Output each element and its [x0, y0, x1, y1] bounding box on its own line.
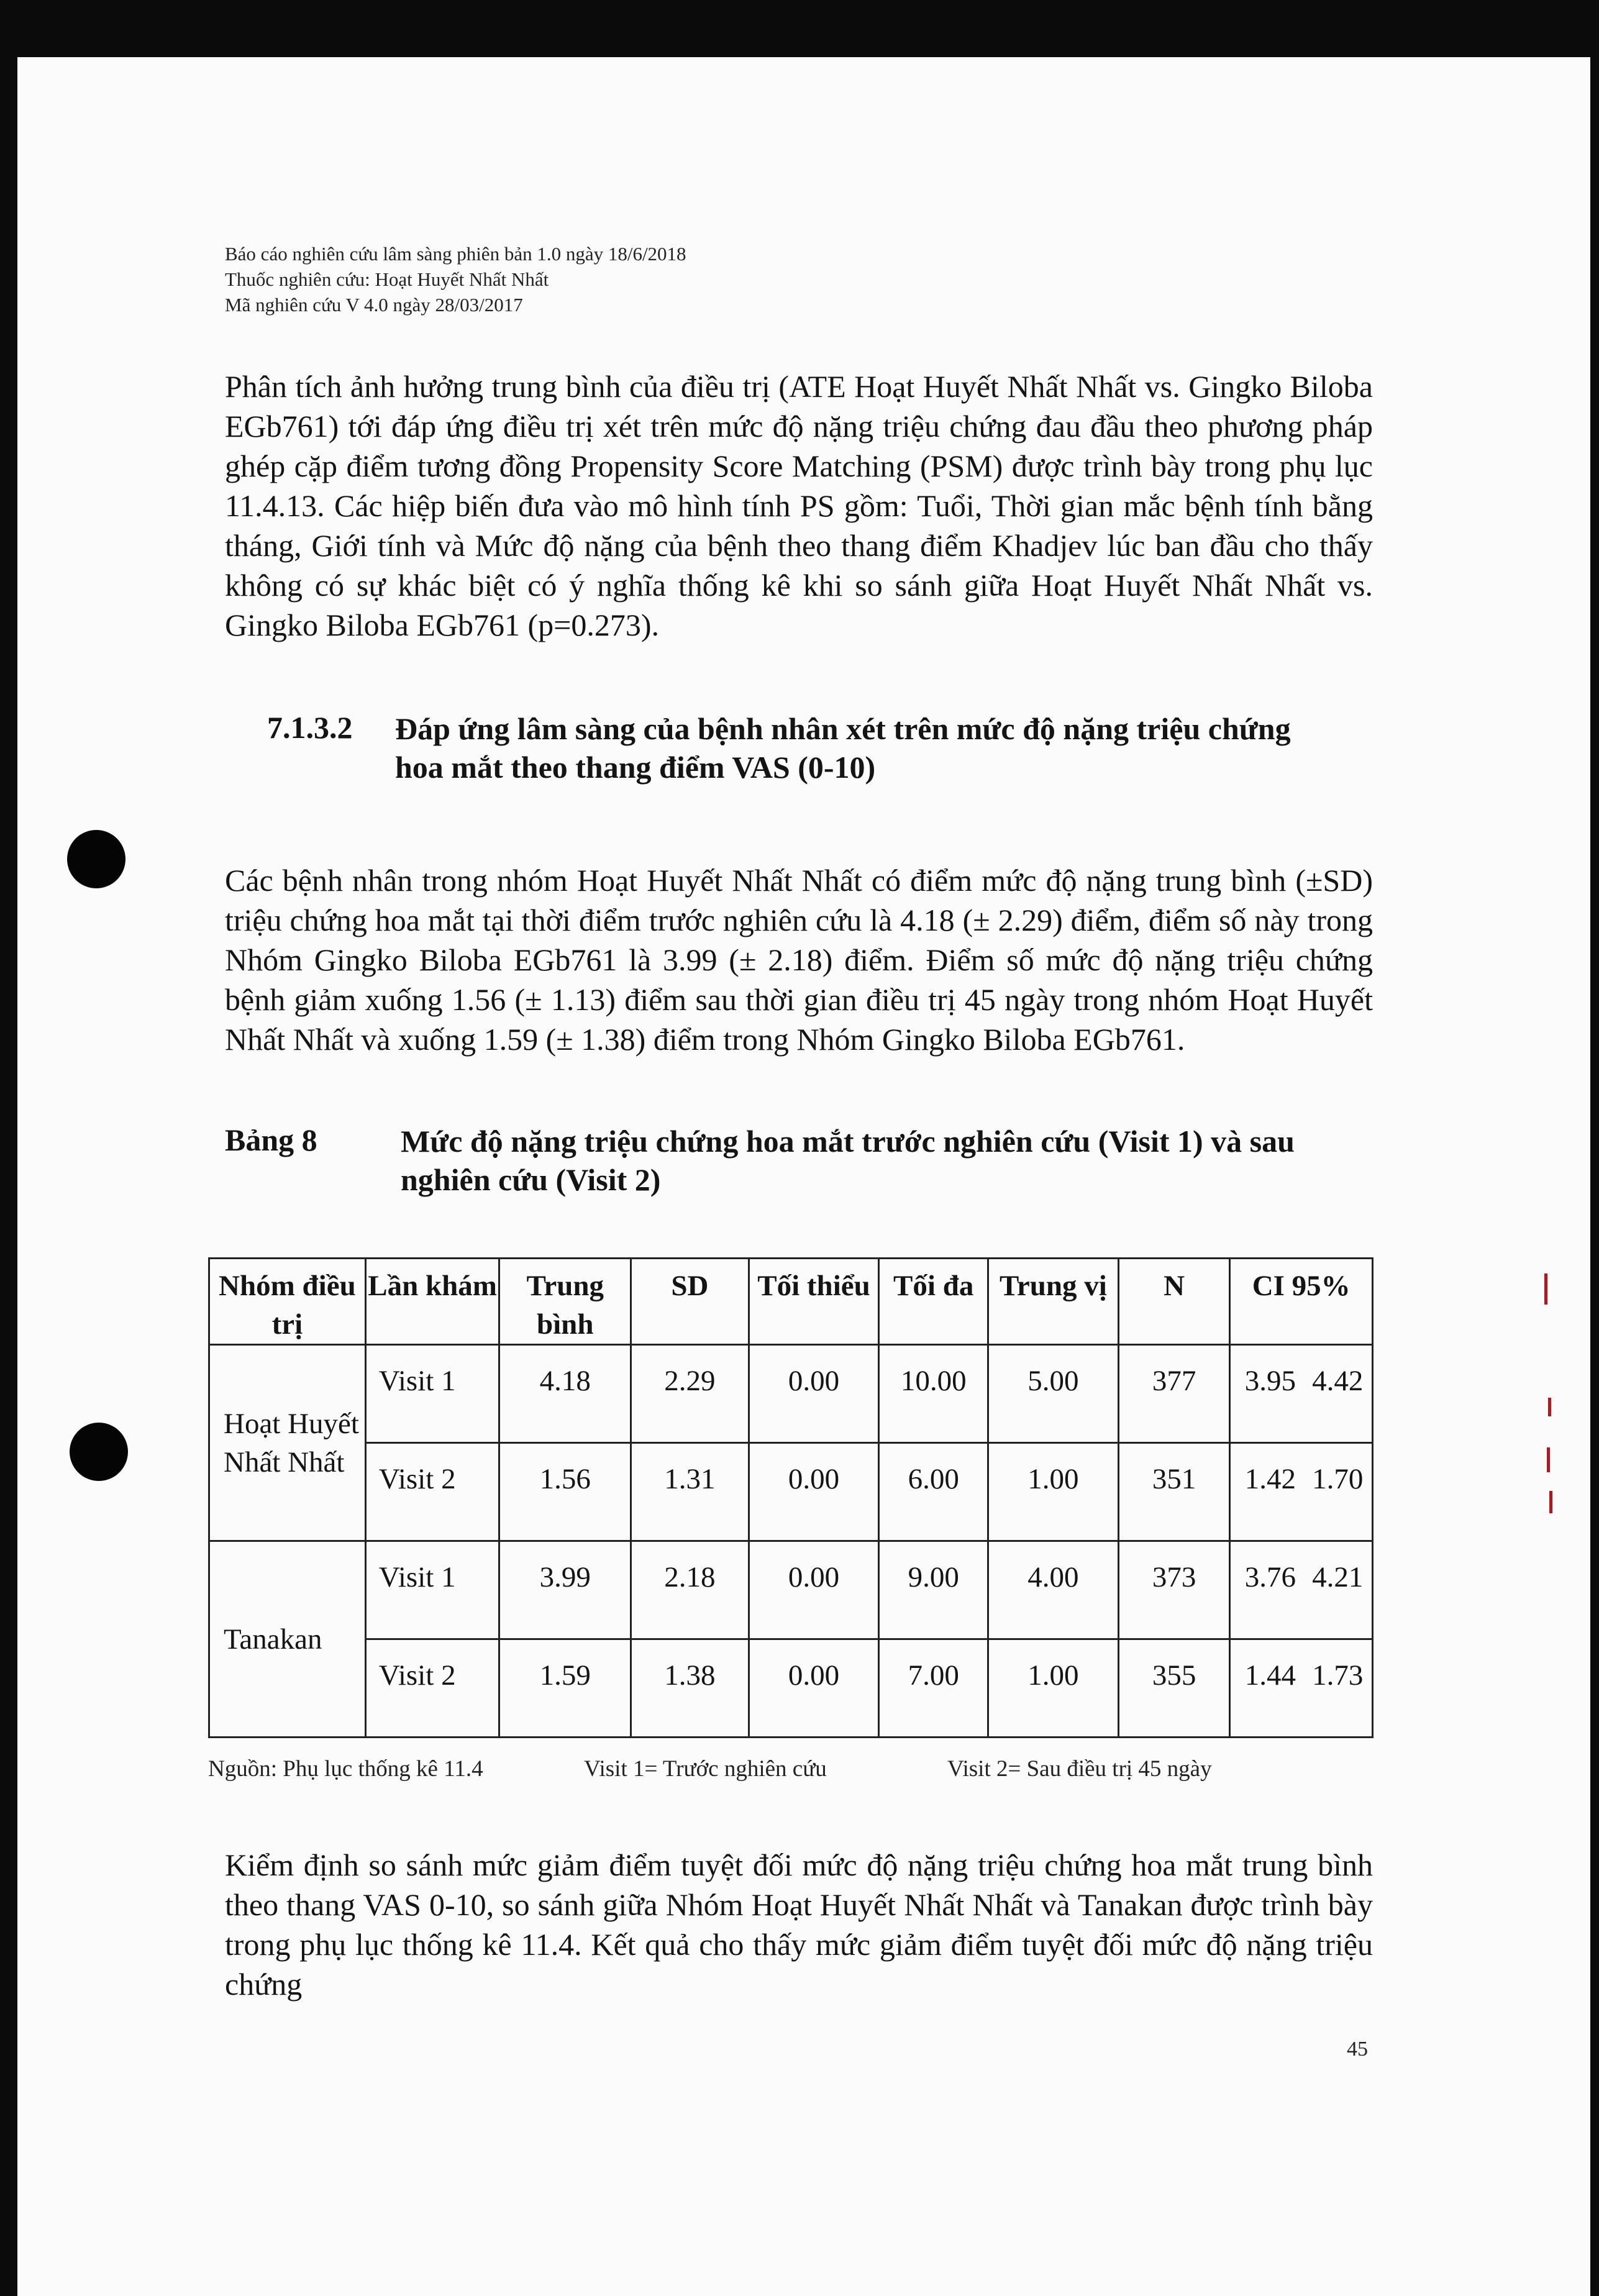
table-title: Mức độ nặng triệu chứng hoa mắt trước nghiên cứu (Visit 1) và sau nghiên cứu (Visit 2)	[401, 1124, 1295, 1197]
cell-n: 351	[1118, 1443, 1230, 1541]
footnote-visit2: Visit 2= Sau điều trị 45 ngày	[947, 1756, 1212, 1782]
table-row	[209, 1443, 1373, 1541]
ci-low: 3.76	[1244, 1561, 1296, 1593]
cell-sd: 1.31	[631, 1443, 749, 1541]
document-header	[225, 241, 686, 317]
table-row	[209, 1639, 1373, 1738]
cell-visit: Visit 2	[365, 1639, 499, 1738]
ci-low: 3.95	[1244, 1365, 1296, 1397]
ci-high: 1.70	[1312, 1463, 1364, 1495]
table-header-row	[209, 1259, 1373, 1345]
table-row	[209, 1345, 1373, 1443]
table-label: Bảng 8	[225, 1123, 317, 1157]
cell-n: 373	[1118, 1541, 1230, 1639]
section-title: Đáp ứng lâm sàng của bệnh nhân xét trên mức độ nặng triệu chứng hoa mắt theo thang điểm VAS (0-10)	[395, 711, 1291, 785]
ci-low: 1.42	[1244, 1463, 1296, 1495]
header-report-version: Báo cáo nghiên cứu lâm sàng phiên bản 1.0 ngày 18/6/2018	[225, 243, 686, 265]
cell-min: 0.00	[749, 1639, 879, 1738]
header-min: Tối thiểu	[749, 1259, 879, 1345]
result-paragraph: Các bệnh nhân trong nhóm Hoạt Huyết Nhất Nhất có điểm mức độ nặng trung bình (±SD) triệu chứng hoa mắt tại thời điểm trước nghiên cứu là 4.18 (± 2.29) điểm, điểm số này trong Nhóm Gingko Biloba EGb761 là 3.99 (± 2.18) điểm. Điểm số mức độ nặng triệu chứng bệnh giảm xuống 1.56 (± 1.13) điểm sau thời gian điều trị 45 ngày trong nhóm Hoạt Huyết Nhất Nhất và xuống 1.59 (± 1.38) điểm trong Nhóm Gingko Biloba EGb761.	[225, 863, 1373, 1057]
cell-n: 377	[1118, 1345, 1230, 1443]
cell-mean: 1.56	[499, 1443, 631, 1541]
footnote-source: Nguồn: Phụ lục thống kê 11.4	[208, 1756, 483, 1782]
margin-mark	[1544, 1273, 1547, 1305]
cell-max: 9.00	[879, 1541, 988, 1639]
table-row	[209, 1541, 1373, 1639]
cell-max: 6.00	[879, 1443, 988, 1541]
cell-visit: Visit 1	[365, 1345, 499, 1443]
margin-mark	[1549, 1491, 1552, 1513]
cell-n: 355	[1118, 1639, 1230, 1738]
header-group: Nhóm điều trị	[209, 1259, 366, 1345]
header-study-drug: Thuốc nghiên cứu: Hoạt Huyết Nhất Nhất	[225, 268, 549, 290]
conclusion-paragraph: Kiểm định so sánh mức giảm điểm tuyệt đối mức độ nặng triệu chứng hoa mắt trung bình theo thang VAS 0-10, so sánh giữa Nhóm Hoạt Huyết Nhất Nhất và Tanakan được trình bày trong phụ lục thống kê 11.4. Kết quả cho thấy mức giảm điểm tuyệt đối mức độ nặng triệu chứng	[225, 1847, 1373, 2002]
cell-median: 5.00	[988, 1345, 1119, 1443]
punch-hole-lower	[70, 1423, 128, 1481]
cell-min: 0.00	[749, 1541, 879, 1639]
ci-high: 4.42	[1312, 1365, 1364, 1397]
cell-visit: Visit 2	[365, 1443, 499, 1541]
cell-median: 1.00	[988, 1443, 1119, 1541]
data-table	[208, 1257, 1374, 1738]
header-n: N	[1118, 1259, 1230, 1345]
cell-ci	[1230, 1443, 1373, 1541]
cell-sd: 2.29	[631, 1345, 749, 1443]
margin-mark	[1548, 1398, 1551, 1416]
header-sd: SD	[631, 1259, 749, 1345]
cell-mean: 3.99	[499, 1541, 631, 1639]
ci-low: 1.44	[1244, 1659, 1296, 1692]
intro-paragraph: Phân tích ảnh hưởng trung bình của điều trị (ATE Hoạt Huyết Nhất Nhất vs. Gingko Biloba EGb761) tới đáp ứng điều trị xét trên mức độ nặng triệu chứng đau đầu theo phương pháp ghép cặp điểm tương đồng Propensity Score Matching (PSM) được trình bày trong phụ lục 11.4.13. Các hiệp biến đưa vào mô hình tính PS gồm: Tuổi, Thời gian mắc bệnh tính bằng tháng, Giới tính và Mức độ nặng của bệnh theo thang điểm Khadjev lúc ban đầu cho thấy không có sự khác biệt có ý nghĩa thống kê khi so sánh giữa Hoạt Huyết Nhất Nhất vs. Gingko Biloba EGb761 (p=0.273).	[225, 369, 1373, 642]
margin-mark	[1547, 1447, 1550, 1472]
cell-min: 0.00	[749, 1443, 879, 1541]
header-ci: CI 95%	[1230, 1259, 1373, 1345]
cell-mean: 4.18	[499, 1345, 631, 1443]
cell-min: 0.00	[749, 1345, 879, 1443]
cell-visit: Visit 1	[365, 1541, 499, 1639]
cell-median: 4.00	[988, 1541, 1119, 1639]
cell-max: 7.00	[879, 1639, 988, 1738]
cell-sd: 1.38	[631, 1639, 749, 1738]
header-median: Trung vị	[988, 1259, 1119, 1345]
group-label: Tanakan	[209, 1541, 366, 1738]
page-number: 45	[1347, 2038, 1368, 2061]
section-number: 7.1.3.2	[267, 710, 353, 745]
cell-max: 10.00	[879, 1345, 988, 1443]
cell-ci	[1230, 1639, 1373, 1738]
header-mean: Trung bình	[499, 1259, 631, 1345]
cell-ci	[1230, 1541, 1373, 1639]
cell-ci	[1230, 1345, 1373, 1443]
header-max: Tối đa	[879, 1259, 988, 1345]
footnote-visit1: Visit 1= Trước nghiên cứu	[584, 1756, 827, 1782]
cell-sd: 2.18	[631, 1541, 749, 1639]
punch-hole-upper	[67, 830, 125, 888]
group-label: Hoạt Huyết Nhất Nhất	[209, 1345, 366, 1541]
cell-mean: 1.59	[499, 1639, 631, 1738]
header-study-code: Mã nghiên cứu V 4.0 ngày 28/03/2017	[225, 294, 523, 316]
ci-high: 1.73	[1312, 1659, 1364, 1692]
ci-high: 4.21	[1312, 1561, 1364, 1593]
header-visit: Lần khám	[365, 1259, 499, 1345]
cell-median: 1.00	[988, 1639, 1119, 1738]
